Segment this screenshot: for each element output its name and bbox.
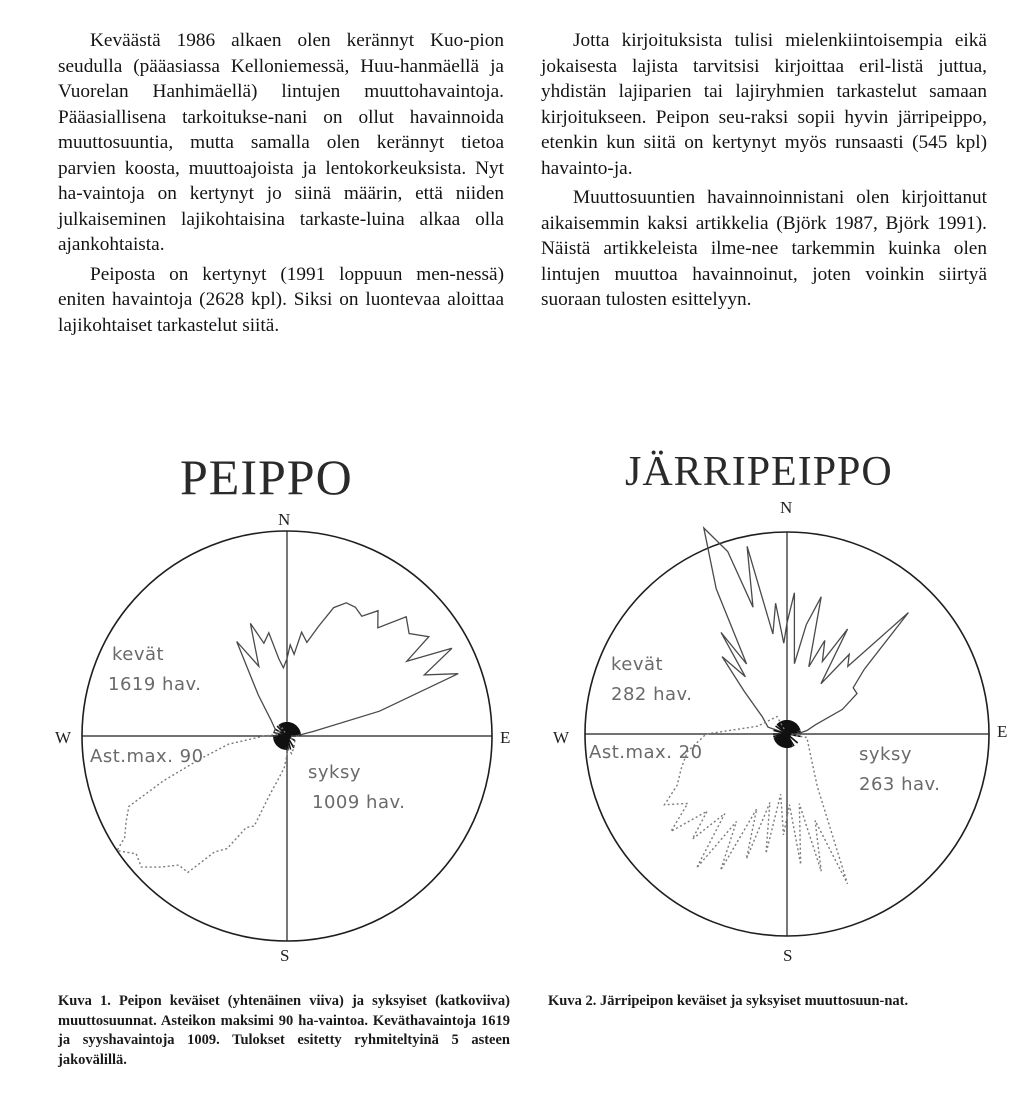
figure-peippo [40, 440, 540, 980]
autumn-count: 263 hav. [859, 774, 941, 795]
figure-jarripeippo [535, 440, 1024, 980]
spring-label: kevät [611, 654, 664, 675]
figure-caption: Kuva 1. Peipon keväiset (yhtenäinen viiva) ja syksyiset (katkoviiva) muuttosuunnat. Asteikon maksimi 90 ha-vaintoa. Keväthavaintoja 1619 ja syyshavaintoja 1009. Tulokset esitetty ryhmiteltyinä 5 asteen jakovälillä. [58, 993, 510, 1068]
autumn-label: syksy [859, 744, 912, 765]
figure-caption: Kuva 2. Järripeipon keväiset ja syksyiset muuttosuun-nat. [548, 993, 909, 1009]
series-outline-kevät [704, 528, 909, 734]
north-label: N [278, 510, 291, 529]
center-hub [783, 730, 791, 738]
paragraph: Keväästä 1986 alkaen olen kerännyt Kuo-pion seudulla (pääasiassa Kelloniemessä, Huu-hanmäellä ja Vuorelan Hanhimäellä) lintujen muuttohavaintoja. Pääasiallisena tarkoitukse-nani on ollut havainnoida muuttosuuntia, mutta samalla olen kerännyt tietoa parvien koosta, muuttoajoista ja lentokorkeuksista. Nyt ha-vaintoja on kertynyt jo siinä määrin, että niiden julkaiseminen lajikohtaisina tarkaste-luina alkaa olla ajankohtaista. [58, 30, 504, 255]
text-column-left [58, 28, 504, 338]
figure-title: JÄRRIPEIPPO [625, 449, 893, 495]
south-label: S [280, 946, 290, 965]
east-label: E [500, 728, 511, 747]
text-column-right [541, 28, 987, 313]
center-hub [283, 732, 291, 740]
spring-count: 282 hav. [611, 684, 693, 705]
figure-title: PEIPPO [180, 449, 353, 505]
spring-label: kevät [112, 644, 165, 665]
west-label: W [55, 728, 72, 747]
paragraph: Jotta kirjoituksista tulisi mielenkiintoisempia eikä jokaisesta lajista tarvitsisi kirjoittaa eril-listä juttua, yhdistän lajiparien tai lajiryhmien tarkastelut samaan kirjoitukseen. Peipon seu-raksi sopii hyvin järripeippo, etenkin kun siitä on kertynyt myös runsaasti (545 kpl) havainto-ja. [541, 30, 987, 179]
east-label: E [997, 722, 1008, 741]
north-label: N [780, 498, 793, 517]
rose-diagram-jarripeippo [535, 440, 1024, 980]
scale-max-label: Ast.max. 90 [90, 746, 204, 767]
autumn-label: syksy [308, 762, 361, 783]
autumn-count: 1009 hav. [312, 792, 406, 813]
spring-count: 1619 hav. [108, 674, 202, 695]
west-label: W [553, 728, 570, 747]
south-label: S [783, 946, 793, 965]
paragraph: Muuttosuuntien havainnoinnistani olen kirjoittanut aikaisemmin kaksi artikkelia (Björk 1987, Björk 1991). Näistä artikkeleista ilme-nee tarkemmin kuinka olen lintujen muuttoa havainnoinut, joten voinkin siirtyä suoraan tulosten esittelyyn. [541, 187, 987, 310]
series-outline-kevät [237, 603, 459, 736]
scale-max-label: Ast.max. 20 [589, 742, 703, 763]
paragraph: Peiposta on kertynyt (1991 loppuun men-nessä) eniten havaintoja (2628 kpl). Siksi on luontevaa aloittaa lajikohtaiset tarkastelut siitä. [58, 263, 504, 336]
